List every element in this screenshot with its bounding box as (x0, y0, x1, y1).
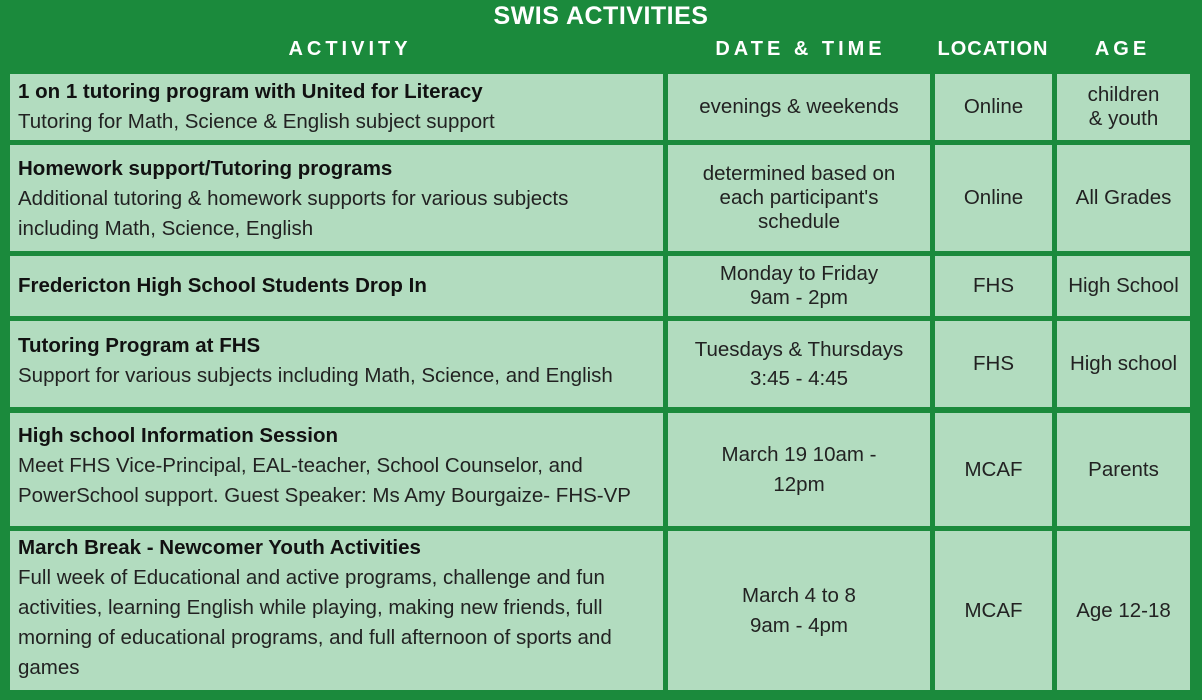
date-time-cell (668, 74, 930, 140)
activity-title: Tutoring Program at FHS (18, 334, 261, 357)
age-text: Parents (1088, 457, 1159, 481)
activity-title: Fredericton High School Students Drop In (18, 274, 427, 297)
location-text: Online (963, 95, 1024, 118)
activity-description: Tutoring for Math, Science & English subject support (18, 110, 495, 133)
location-cell (935, 321, 1052, 407)
location-text: Online (963, 186, 1024, 209)
date-time-cell (668, 256, 930, 316)
page-title: SWIS ACTIVITIES (493, 2, 709, 30)
date-time-text: determined based on each participant's schedule (702, 162, 896, 233)
age-cell (1057, 531, 1190, 690)
activity-title: Homework support/Tutoring programs (18, 157, 393, 180)
date-time-cell (668, 321, 930, 407)
location-cell (935, 145, 1052, 251)
row-activity-cell (10, 321, 663, 407)
row-activity-cell (10, 413, 663, 526)
row-activity-cell (10, 74, 663, 140)
row-activity-cell (10, 145, 663, 251)
header-date-time: DATE & TIME (715, 38, 886, 60)
age-text: children & youth (1087, 83, 1160, 130)
age-cell (1057, 74, 1190, 140)
date-time-cell (668, 413, 930, 526)
age-text: Age 12-18 (1076, 598, 1171, 622)
age-text: High School (1068, 274, 1179, 297)
location-cell (935, 531, 1052, 690)
age-text: High school (1069, 352, 1178, 375)
location-text: MCAF (964, 457, 1023, 481)
date-time-cell (668, 145, 930, 251)
date-time-text: Tuesdays & Thursdays 3:45 - 4:45 (694, 338, 904, 390)
date-time-text: Monday to Friday 9am - 2pm (719, 262, 879, 309)
activity-description: Meet FHS Vice-Principal, EAL-teacher, School Counselor, and PowerSchool support. Guest Speaker: Ms Amy Bourgaize- FHS-VP (18, 454, 631, 507)
date-time-text: March 4 to 8 9am - 4pm (742, 583, 856, 637)
location-text: MCAF (964, 598, 1023, 622)
age-cell (1057, 413, 1190, 526)
location-text: FHS (973, 352, 1014, 375)
header-activity: ACTIVITY (288, 38, 412, 60)
date-time-cell (668, 531, 930, 690)
date-time-text: March 19 10am - 12pm (721, 442, 877, 496)
location-cell (935, 256, 1052, 316)
activity-title: March Break - Newcomer Youth Activities (18, 536, 421, 559)
activity-title: High school Information Session (18, 424, 339, 447)
row-activity-cell (10, 256, 663, 316)
date-time-text: evenings & weekends (699, 95, 899, 118)
age-cell (1057, 321, 1190, 407)
header-location: LOCATION (937, 38, 1049, 60)
age-cell (1057, 145, 1190, 251)
location-cell (935, 413, 1052, 526)
age-cell (1057, 256, 1190, 316)
row-activity-cell (10, 531, 663, 690)
header-age: AGE (1094, 38, 1151, 60)
activity-description: Full week of Educational and active programs, challenge and fun activities, learning English while playing, making new friends, full morning of educational programs, and full afternoon of sports and games (18, 566, 612, 679)
activity-description: Additional tutoring & homework supports for various subjects including Math, Science, English (18, 187, 569, 240)
activity-title: 1 on 1 tutoring program with United for Literacy (18, 80, 483, 103)
location-text: FHS (973, 274, 1014, 297)
age-text: All Grades (1075, 186, 1172, 209)
location-cell (935, 74, 1052, 140)
activity-description: Support for various subjects including Math, Science, and English (18, 364, 613, 387)
